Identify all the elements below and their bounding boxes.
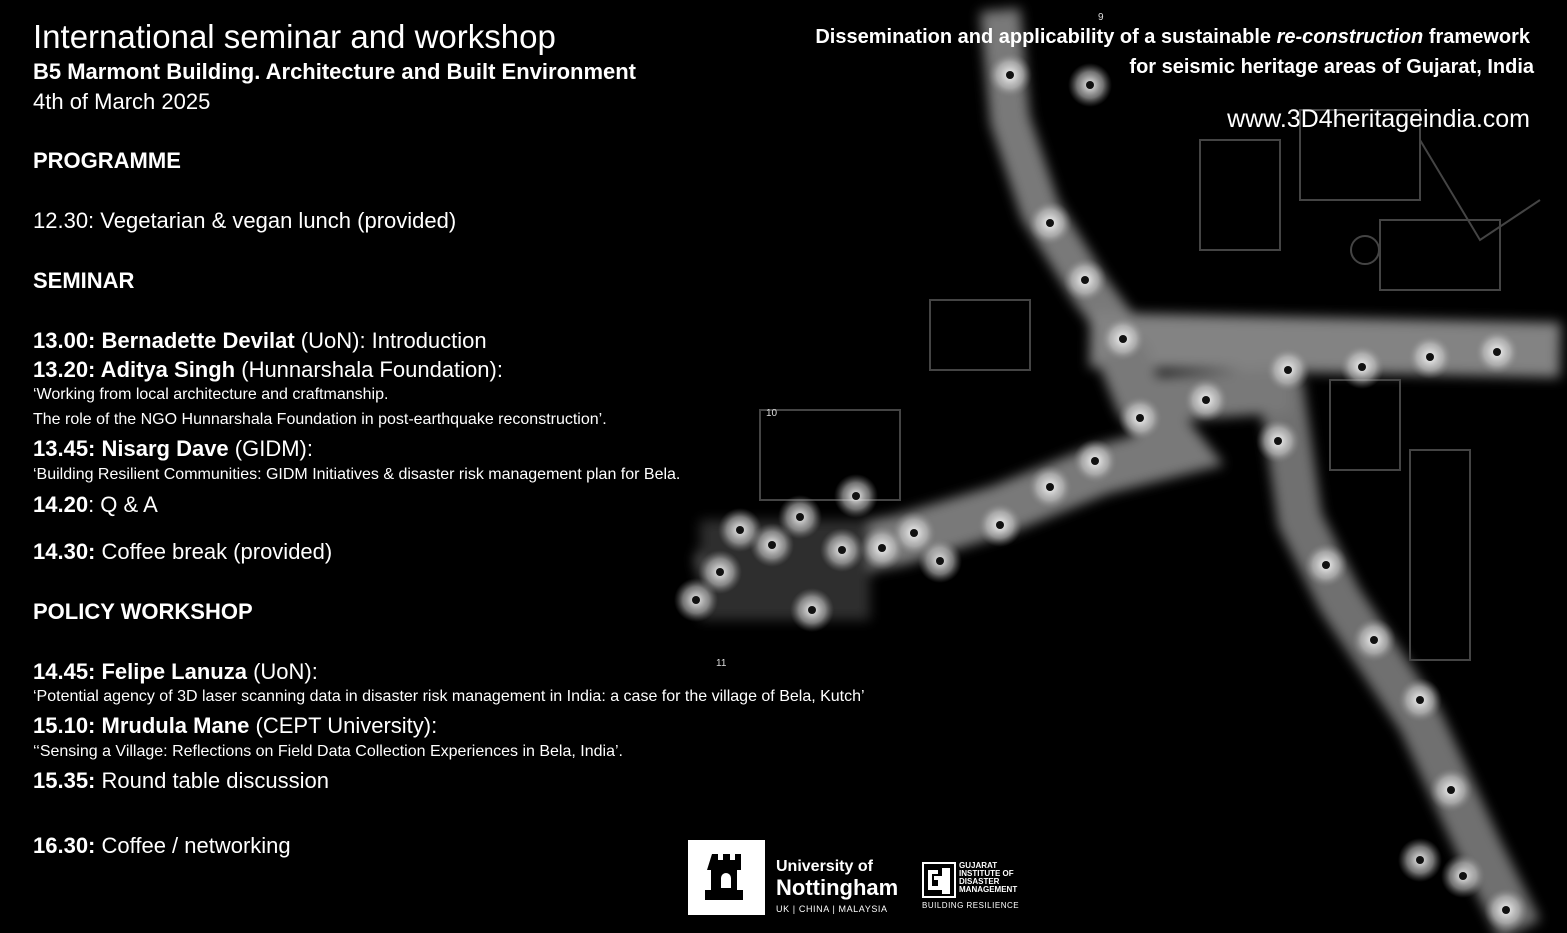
scan-point bbox=[1416, 856, 1424, 864]
project-tagline-line1 bbox=[815, 26, 1530, 49]
session-detail: Round table discussion bbox=[95, 768, 329, 793]
speaker-detail: (GIDM): bbox=[228, 436, 313, 461]
scan-point bbox=[1046, 219, 1054, 227]
scan-point bbox=[1502, 906, 1510, 914]
event-title: International seminar and workshop bbox=[33, 18, 556, 55]
scan-point bbox=[1459, 872, 1467, 880]
scan-point bbox=[838, 546, 846, 554]
event-date: 4th of March 2025 bbox=[33, 89, 211, 114]
scan-point bbox=[1202, 396, 1210, 404]
scan-point bbox=[1046, 483, 1054, 491]
gidm-wordmark bbox=[959, 862, 1017, 894]
seminar-item-4 bbox=[33, 492, 158, 518]
speaker-time: 15.10: Mrudula Mane bbox=[33, 713, 250, 738]
scan-point bbox=[1426, 353, 1434, 361]
speaker-detail: : Q & A bbox=[88, 492, 158, 517]
session-time: 16.30: bbox=[33, 833, 96, 858]
map-marker-10: 10 bbox=[766, 408, 778, 419]
scan-point bbox=[878, 544, 886, 552]
castle-icon bbox=[688, 840, 765, 915]
gidm-line1: GUJARAT bbox=[959, 861, 998, 870]
speaker-detail: (UoN): Introduction bbox=[294, 328, 487, 353]
gidm-logo-icon bbox=[922, 862, 956, 898]
project-tagline-line2: for seismic heritage areas of Gujarat, India bbox=[1129, 56, 1534, 78]
scan-point bbox=[692, 596, 700, 604]
speaker-time: 14.20 bbox=[33, 492, 89, 517]
session-detail: Coffee / networking bbox=[95, 833, 291, 858]
scan-point bbox=[1370, 636, 1378, 644]
talk-title-3: ‘Building Resilient Communities: GIDM Initiatives & disaster risk management plan for Bela. bbox=[33, 466, 681, 483]
scan-point bbox=[1358, 363, 1366, 371]
scan-point bbox=[1274, 437, 1282, 445]
event-venue: B5 Marmont Building. Architecture and Built Environment bbox=[33, 59, 637, 84]
scan-point bbox=[1416, 696, 1424, 704]
scan-point bbox=[1284, 366, 1292, 374]
seminar-item-2 bbox=[33, 357, 503, 383]
map-marker-9: 9 bbox=[1098, 12, 1104, 23]
uon-wordmark bbox=[776, 858, 898, 914]
talk-title-w2: ‘‘Sensing a Village: Reflections on Field Data Collection Experiences in Bela, India’. bbox=[33, 743, 623, 760]
scan-point bbox=[768, 541, 776, 549]
seminar-item-1 bbox=[33, 328, 487, 354]
lunch-item: 12.30: Vegetarian & vegan lunch (provided) bbox=[33, 208, 457, 233]
scan-point bbox=[808, 606, 816, 614]
tagline-text: Dissemination and applicability of a sustainable bbox=[815, 26, 1277, 48]
scan-point bbox=[716, 568, 724, 576]
scan-point bbox=[1081, 276, 1089, 284]
tagline-text-end: framework bbox=[1423, 26, 1530, 48]
talk-title-2a: ‘Working from local architecture and craftmanship. bbox=[33, 386, 389, 403]
scan-point bbox=[1493, 348, 1501, 356]
uon-line2: Nottingham bbox=[776, 875, 899, 900]
programme-heading: PROGRAMME bbox=[33, 148, 181, 173]
talk-title-2b: The role of the NGO Hunnarshala Foundation in post-earthquake reconstruction’. bbox=[33, 411, 607, 428]
workshop-item-1 bbox=[33, 659, 318, 685]
scan-point bbox=[1091, 457, 1099, 465]
speaker-time: 13.20: Aditya Singh bbox=[33, 357, 236, 382]
gidm-line4: MANAGEMENT bbox=[959, 885, 1018, 894]
map-marker-11: 11 bbox=[716, 658, 727, 669]
speaker-detail: (Hunnarshala Foundation): bbox=[235, 357, 503, 382]
workshop-item-3 bbox=[33, 768, 329, 794]
uon-crest-logo bbox=[688, 840, 765, 915]
scan-point bbox=[736, 526, 744, 534]
coffee-break-item bbox=[33, 539, 332, 565]
speaker-time: 13.45: Nisarg Dave bbox=[33, 436, 229, 461]
speaker-detail: (UoN): bbox=[246, 659, 318, 684]
speaker-detail: (CEPT University): bbox=[249, 713, 438, 738]
scan-point bbox=[1447, 786, 1455, 794]
scan-point bbox=[910, 529, 918, 537]
scan-point bbox=[852, 492, 860, 500]
break-detail: Coffee break (provided) bbox=[95, 539, 333, 564]
scan-point bbox=[1119, 335, 1127, 343]
speaker-time: 13.00: Bernadette Devilat bbox=[33, 328, 295, 353]
speaker-time: 14.45: Felipe Lanuza bbox=[33, 659, 247, 684]
break-time: 14.30: bbox=[33, 539, 96, 564]
tagline-emphasis: re-construction bbox=[1276, 26, 1424, 48]
workshop-item-4 bbox=[33, 833, 291, 859]
gidm-line2: INSTITUTE OF bbox=[959, 869, 1014, 878]
project-website-link[interactable]: www.3D4heritageindia.com bbox=[1227, 105, 1530, 133]
session-time: 15.35: bbox=[33, 768, 96, 793]
gidm-line3: DISASTER bbox=[959, 877, 1000, 886]
talk-title-w1: ‘Potential agency of 3D laser scanning data in disaster risk management in India: a case for the village of Bela, Kutch’ bbox=[33, 688, 865, 705]
uon-campuses: UK | CHINA | MALAYSIA bbox=[776, 904, 888, 914]
scan-point bbox=[1086, 81, 1094, 89]
scan-point bbox=[1006, 71, 1014, 79]
workshop-item-2 bbox=[33, 713, 437, 739]
scan-point bbox=[996, 521, 1004, 529]
seminar-item-3 bbox=[33, 436, 313, 462]
seminar-heading: SEMINAR bbox=[33, 268, 135, 293]
scan-point bbox=[936, 557, 944, 565]
scan-point bbox=[1136, 414, 1144, 422]
uon-line1: University of bbox=[776, 858, 873, 875]
scan-point bbox=[796, 513, 804, 521]
gidm-tagline: BUILDING RESILIENCE bbox=[922, 901, 1020, 910]
policy-workshop-heading: POLICY WORKSHOP bbox=[33, 599, 253, 624]
scan-point bbox=[1322, 561, 1330, 569]
